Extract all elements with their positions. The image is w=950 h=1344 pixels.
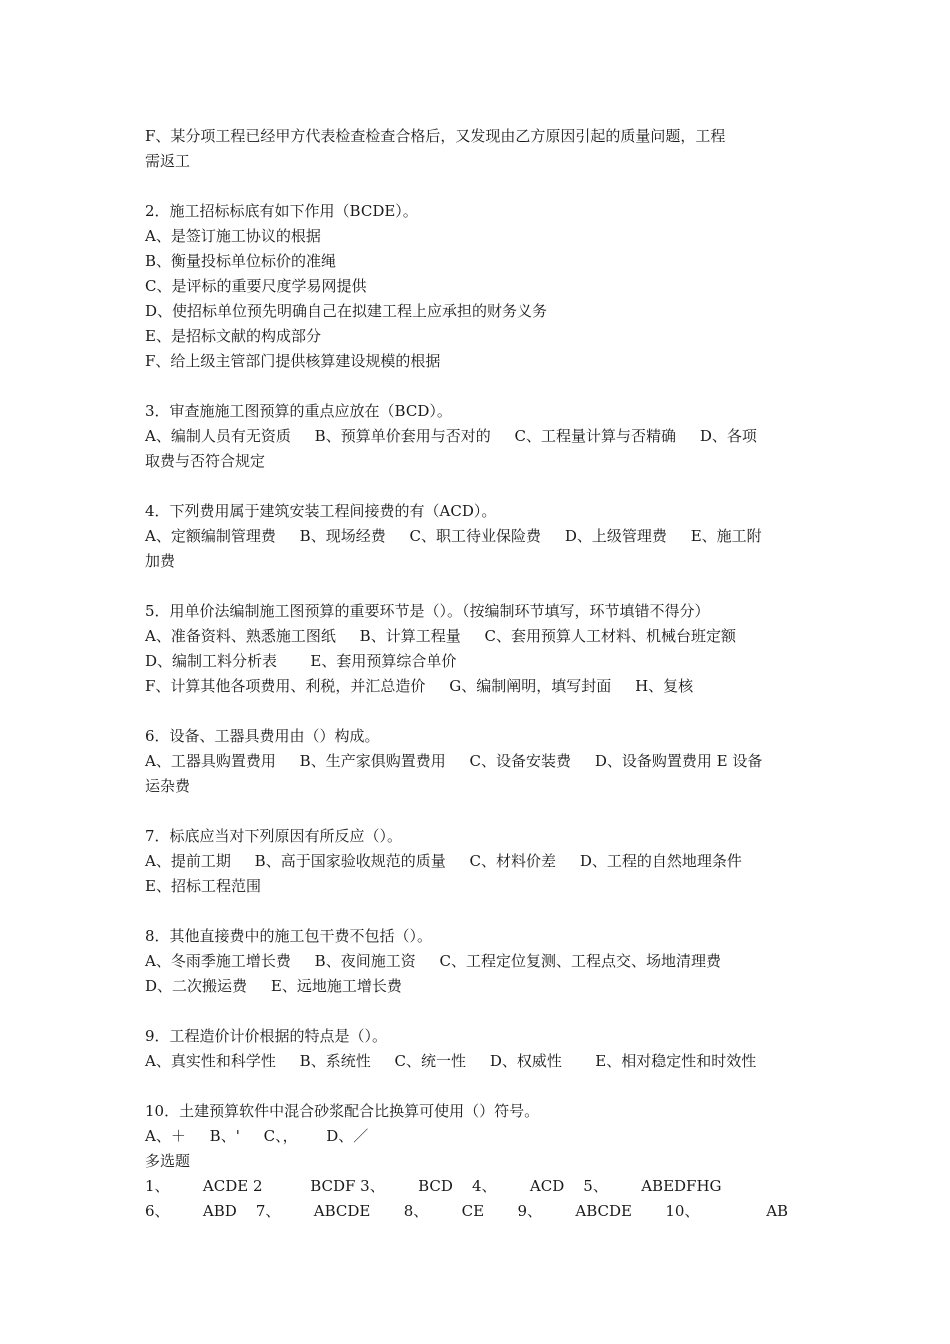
question-3 — [145, 399, 815, 474]
spacer — [145, 374, 815, 399]
question-4 — [145, 499, 815, 574]
option-line: F、计算其他各项费用、利税，并汇总造价 G、编制阐明，填写封面 H、复核 — [145, 677, 694, 695]
option-line: E、招标工程范围 — [145, 877, 261, 895]
spacer — [145, 999, 815, 1024]
option-line: C、是评标的重要尺度学易网提供 — [145, 277, 367, 295]
spacer — [145, 1074, 815, 1099]
option-line: 运杂费 — [145, 777, 191, 795]
option-line: 取费与否符合规定 — [145, 452, 266, 470]
text-line: 需返工 — [145, 152, 191, 170]
option-line: D、编制工料分析表 E、套用预算综合单价 — [145, 652, 457, 670]
question-title: 2．施工招标标底有如下作用（BCDE）。 — [145, 202, 418, 220]
question-title: 10．土建预算软件中混合砂浆配合比换算可使用（）符号。 — [145, 1102, 540, 1120]
spacer — [145, 174, 815, 199]
spacer — [145, 799, 815, 824]
question-5 — [145, 599, 815, 699]
question-7 — [145, 824, 815, 899]
question-title: 5．用单价法编制施工图预算的重要环节是（）。（按编制环节填写，环节填错不得分） — [145, 602, 710, 620]
option-line: B、衡量投标单位标价的准绳 — [145, 252, 337, 270]
spacer — [145, 574, 815, 599]
block-1 — [145, 124, 815, 174]
question-2 — [145, 199, 815, 374]
option-line: A、提前工期 B、高于国家验收规范的质量 C、材料价差 D、工程的自然地理条件 — [145, 852, 742, 870]
question-title: 9．工程造价计价根据的特点是（）。 — [145, 1027, 388, 1045]
question-title: 3．审查施施工图预算的重点应放在（BCD）。 — [145, 402, 452, 420]
option-line: A、冬雨季施工增长费 B、夜间施工资 C、工程定位复测、工程点交、场地清理费 — [145, 952, 722, 970]
option-line: A、编制人员有无资质 B、预算单价套用与否对的 C、工程量计算与否精确 D、各项 — [145, 427, 757, 445]
question-8 — [145, 924, 815, 999]
option-line: A、定额编制管理费 B、现场经费 C、职工待业保险费 D、上级管理费 E、施工附 — [145, 527, 762, 545]
option-line: F、给上级主管部门提供核算建设规模的根据 — [145, 352, 441, 370]
option-line: A、准备资料、熟悉施工图纸 B、计算工程量 C、套用预算人工材料、机械台班定额 — [145, 627, 737, 645]
option-line: D、二次搬运费 E、远地施工增长费 — [145, 977, 402, 995]
answers-line: 6、 ABD 7、 ABCDE 8、 CE 9、 ABCDE 10、 AB — [145, 1202, 789, 1220]
option-line: A、＋ B、' C、， D、／ — [145, 1127, 369, 1145]
question-9 — [145, 1024, 815, 1074]
option-line: A、真实性和科学性 B、系统性 C、统一性 D、权威性 E、相对稳定性和时效性 — [145, 1052, 757, 1070]
text-line: F、某分项工程已经甲方代表检查检查合格后，又发现由乙方原因引起的质量问题，工程 — [145, 127, 726, 145]
answers-line: 1、 ACDE 2 BCDF 3、 BCD 4、 ACD 5、 ABEDFHG — [145, 1177, 722, 1195]
question-title: 8．其他直接费中的施工包干费不包括（）。 — [145, 927, 433, 945]
question-title: 7．标底应当对下列原因有所反应（）。 — [145, 827, 403, 845]
option-line: A、工器具购置费用 B、生产家俱购置费用 C、设备安装费 D、设备购置费用 E 设备 — [145, 752, 763, 770]
document-body — [145, 124, 815, 1224]
question-title: 6．设备、工器具费用由（）构成。 — [145, 727, 380, 745]
option-line: E、是招标文献的构成部分 — [145, 327, 321, 345]
option-line: A、是签订施工协议的根据 — [145, 227, 321, 245]
spacer — [145, 699, 815, 724]
question-title: 4．下列费用属于建筑安装工程间接费的有（ACD）。 — [145, 502, 497, 520]
spacer — [145, 474, 815, 499]
answers-heading: 多选题 — [145, 1152, 191, 1170]
question-6 — [145, 724, 815, 799]
option-line: 加费 — [145, 552, 176, 570]
option-line: D、使招标单位预先明确自己在拟建工程上应承担的财务义务 — [145, 302, 548, 320]
spacer — [145, 899, 815, 924]
question-10 — [145, 1099, 815, 1224]
